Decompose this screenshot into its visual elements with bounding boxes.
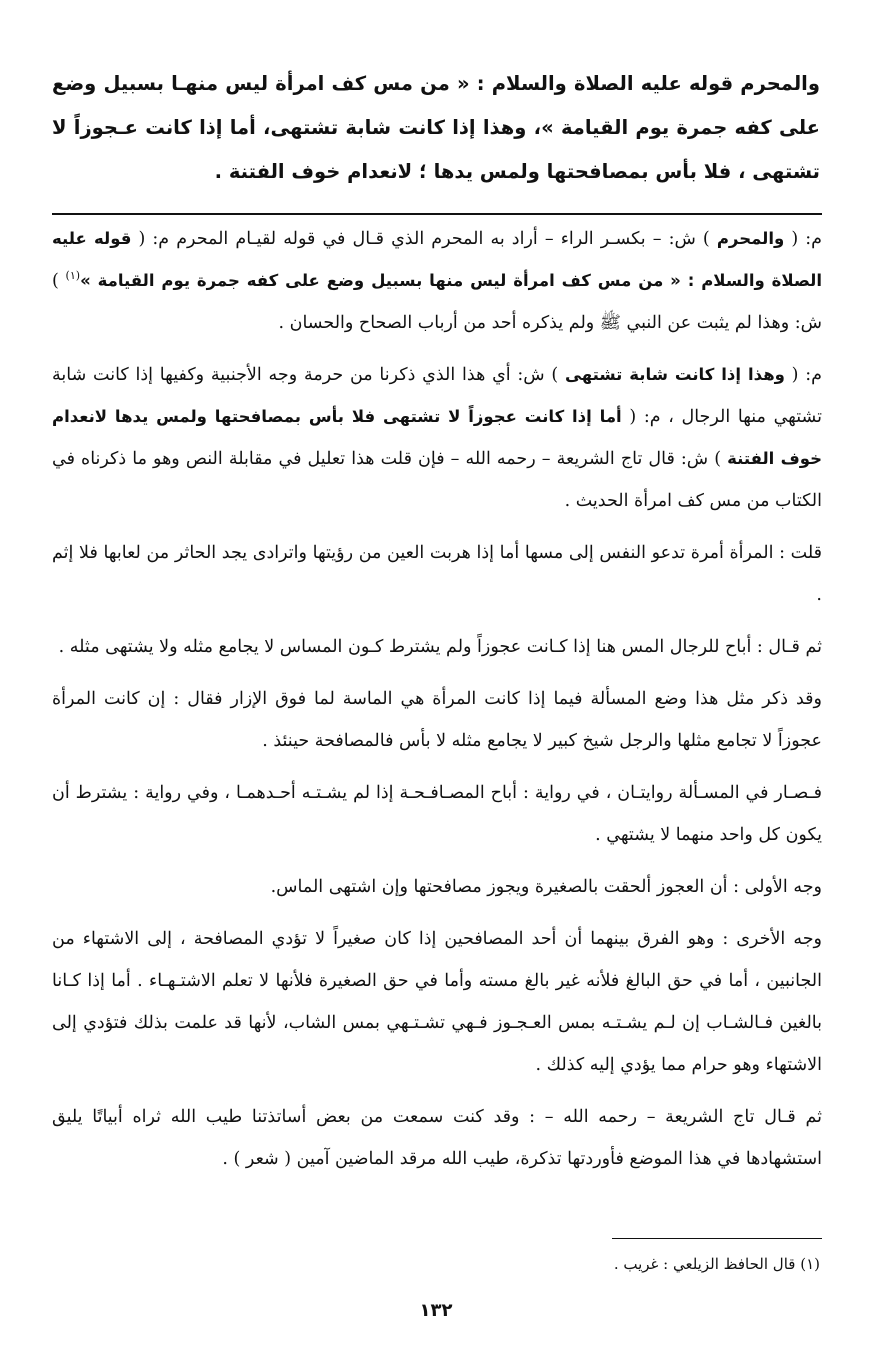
text-run: ) ش: – بكسـر الراء – أراد به المحرم الذي قـال في قوله لقيـام المحرم م: ( (131, 229, 717, 249)
footnote-marker: (١) (65, 269, 81, 283)
paragraph-2 (52, 354, 822, 522)
paragraph-7: وجه الأولى : أن العجوز ألحقت بالصغيرة ويجوز مصافحتها وإن اشتهى الماس. (270, 877, 822, 897)
quoted-matn: والمحرم (716, 229, 785, 248)
text-run: م: ( (784, 365, 822, 385)
separator-rule (52, 213, 822, 215)
paragraph-4: ثم قـال : أباح للرجال المس هنا إذا كـانت عجوزاً ولم يشترط كـون المساس لا يجامع مثله ولا يشتهى مثله . (58, 637, 822, 657)
text-run: ) ش: قال تاج الشريعة – رحمه الله – فإن قلت هذا تعليل في مقابلة النص وهو ما ذكرناه في الكتاب من مس كف امرأة الحديث . (52, 449, 822, 511)
paragraph-8: وجه الأخرى : وهو الفرق بينهما أن أحد المصافحين إذا كان صغيراً لا تؤدي المصافحة ، إلى الاشتهاء من الجانبين ، أما في حق البالغ فلأنه غير بالغ مسته وأما في حق الصغيرة فلأنها لا تعلم الاشتـهـاء . أما إذا كـانا بالغين فـالشـاب إن لـم يشـتـه بمس العـجـوز فـهي تشـتـهي بمس الشاب، لأنها قد علمت بذلك فتؤدي إلى الاشتهاء وهو حرام مما يؤدي إليه كذلك . (52, 929, 822, 1075)
quoted-matn: وهذا إذا كانت شابة تشتهى (565, 365, 785, 384)
footnote-rule (612, 1238, 822, 1239)
commentary (52, 218, 822, 1190)
text-run: ) ش: وهذا لم يثبت عن النبي ﷺ ولم يذكره أحد من أرباب الصحاح والحسان . (52, 271, 822, 333)
matn-text: والمحرم قوله عليه الصلاة والسلام : « من مس كف امرأة ليس منهـا بسبيل وضع على كفه جمرة يوم القيامة »، وهذا إذا كانت شابة تشتهى، أما إذا كانت عـجوزاً لا تشتهى ، فلا بأس بمصافحتها ولمس يدها ؛ لانعدام خوف الفتنة . (52, 72, 820, 183)
paragraph-9: ثم قـال تاج الشريعة – رحمه الله – : وقد كنت سمعت من بعض أساتذتنا طيب الله ثراه أبياتًا يليق استشهادها في هذا الموضع فأوردتها تذكرة، طيب الله مرقد الماضين آمين ( شعر ) . (52, 1107, 822, 1169)
text-run: ) ش: أي هذا الذي ذكرنا من حرمة وجه الأجنبية وكفيها إذا كانت شابة تشتهي منها الرجال ، م: ( (52, 365, 822, 427)
paragraph-6: فـصـار في المسـألة روايتـان ، في رواية : أباح المصـافـحـة إذا لم يشـتـه أحـدهمـا ، وفي رواية : يشترط أن يكون كل واحد منهما لا يشتهي . (52, 783, 822, 845)
paragraph-3: قلت : المرأة أمرة تدعو النفس إلى مسها أما إذا هربت العين من رؤيتها واترادى يجد الحاثر من لعابها فلا إثم . (52, 543, 822, 605)
text-run: م: ( (784, 229, 823, 249)
page-number: ١٣٢ (419, 1300, 453, 1321)
quoted-matn: أما إذا كانت عجوزاً لا تشتهى فلا بأس بمصافحتها ولمس يدها لانعدام خوف الفتنة (52, 407, 822, 468)
paragraph-5: وقد ذكر مثل هذا وضع المسألة فيما إذا كانت المرأة هي الماسة لما فوق الإزار فقال : إن كانت المرأة عجوزاً لا تجامع مثلها والرجل شيخ كبير لا يجامع مثله لا بأس فالمصافحة حينئذ . (52, 689, 822, 751)
footnote: (١) قال الحافظ الزيلعي : غريب . (613, 1255, 820, 1273)
quoted-matn: قوله عليه الصلاة والسلام : « من مس كف امرأة ليس منها بسبيل وضع على كفه جمرة يوم القيامة » (52, 229, 823, 290)
paragraph-1 (52, 218, 822, 344)
